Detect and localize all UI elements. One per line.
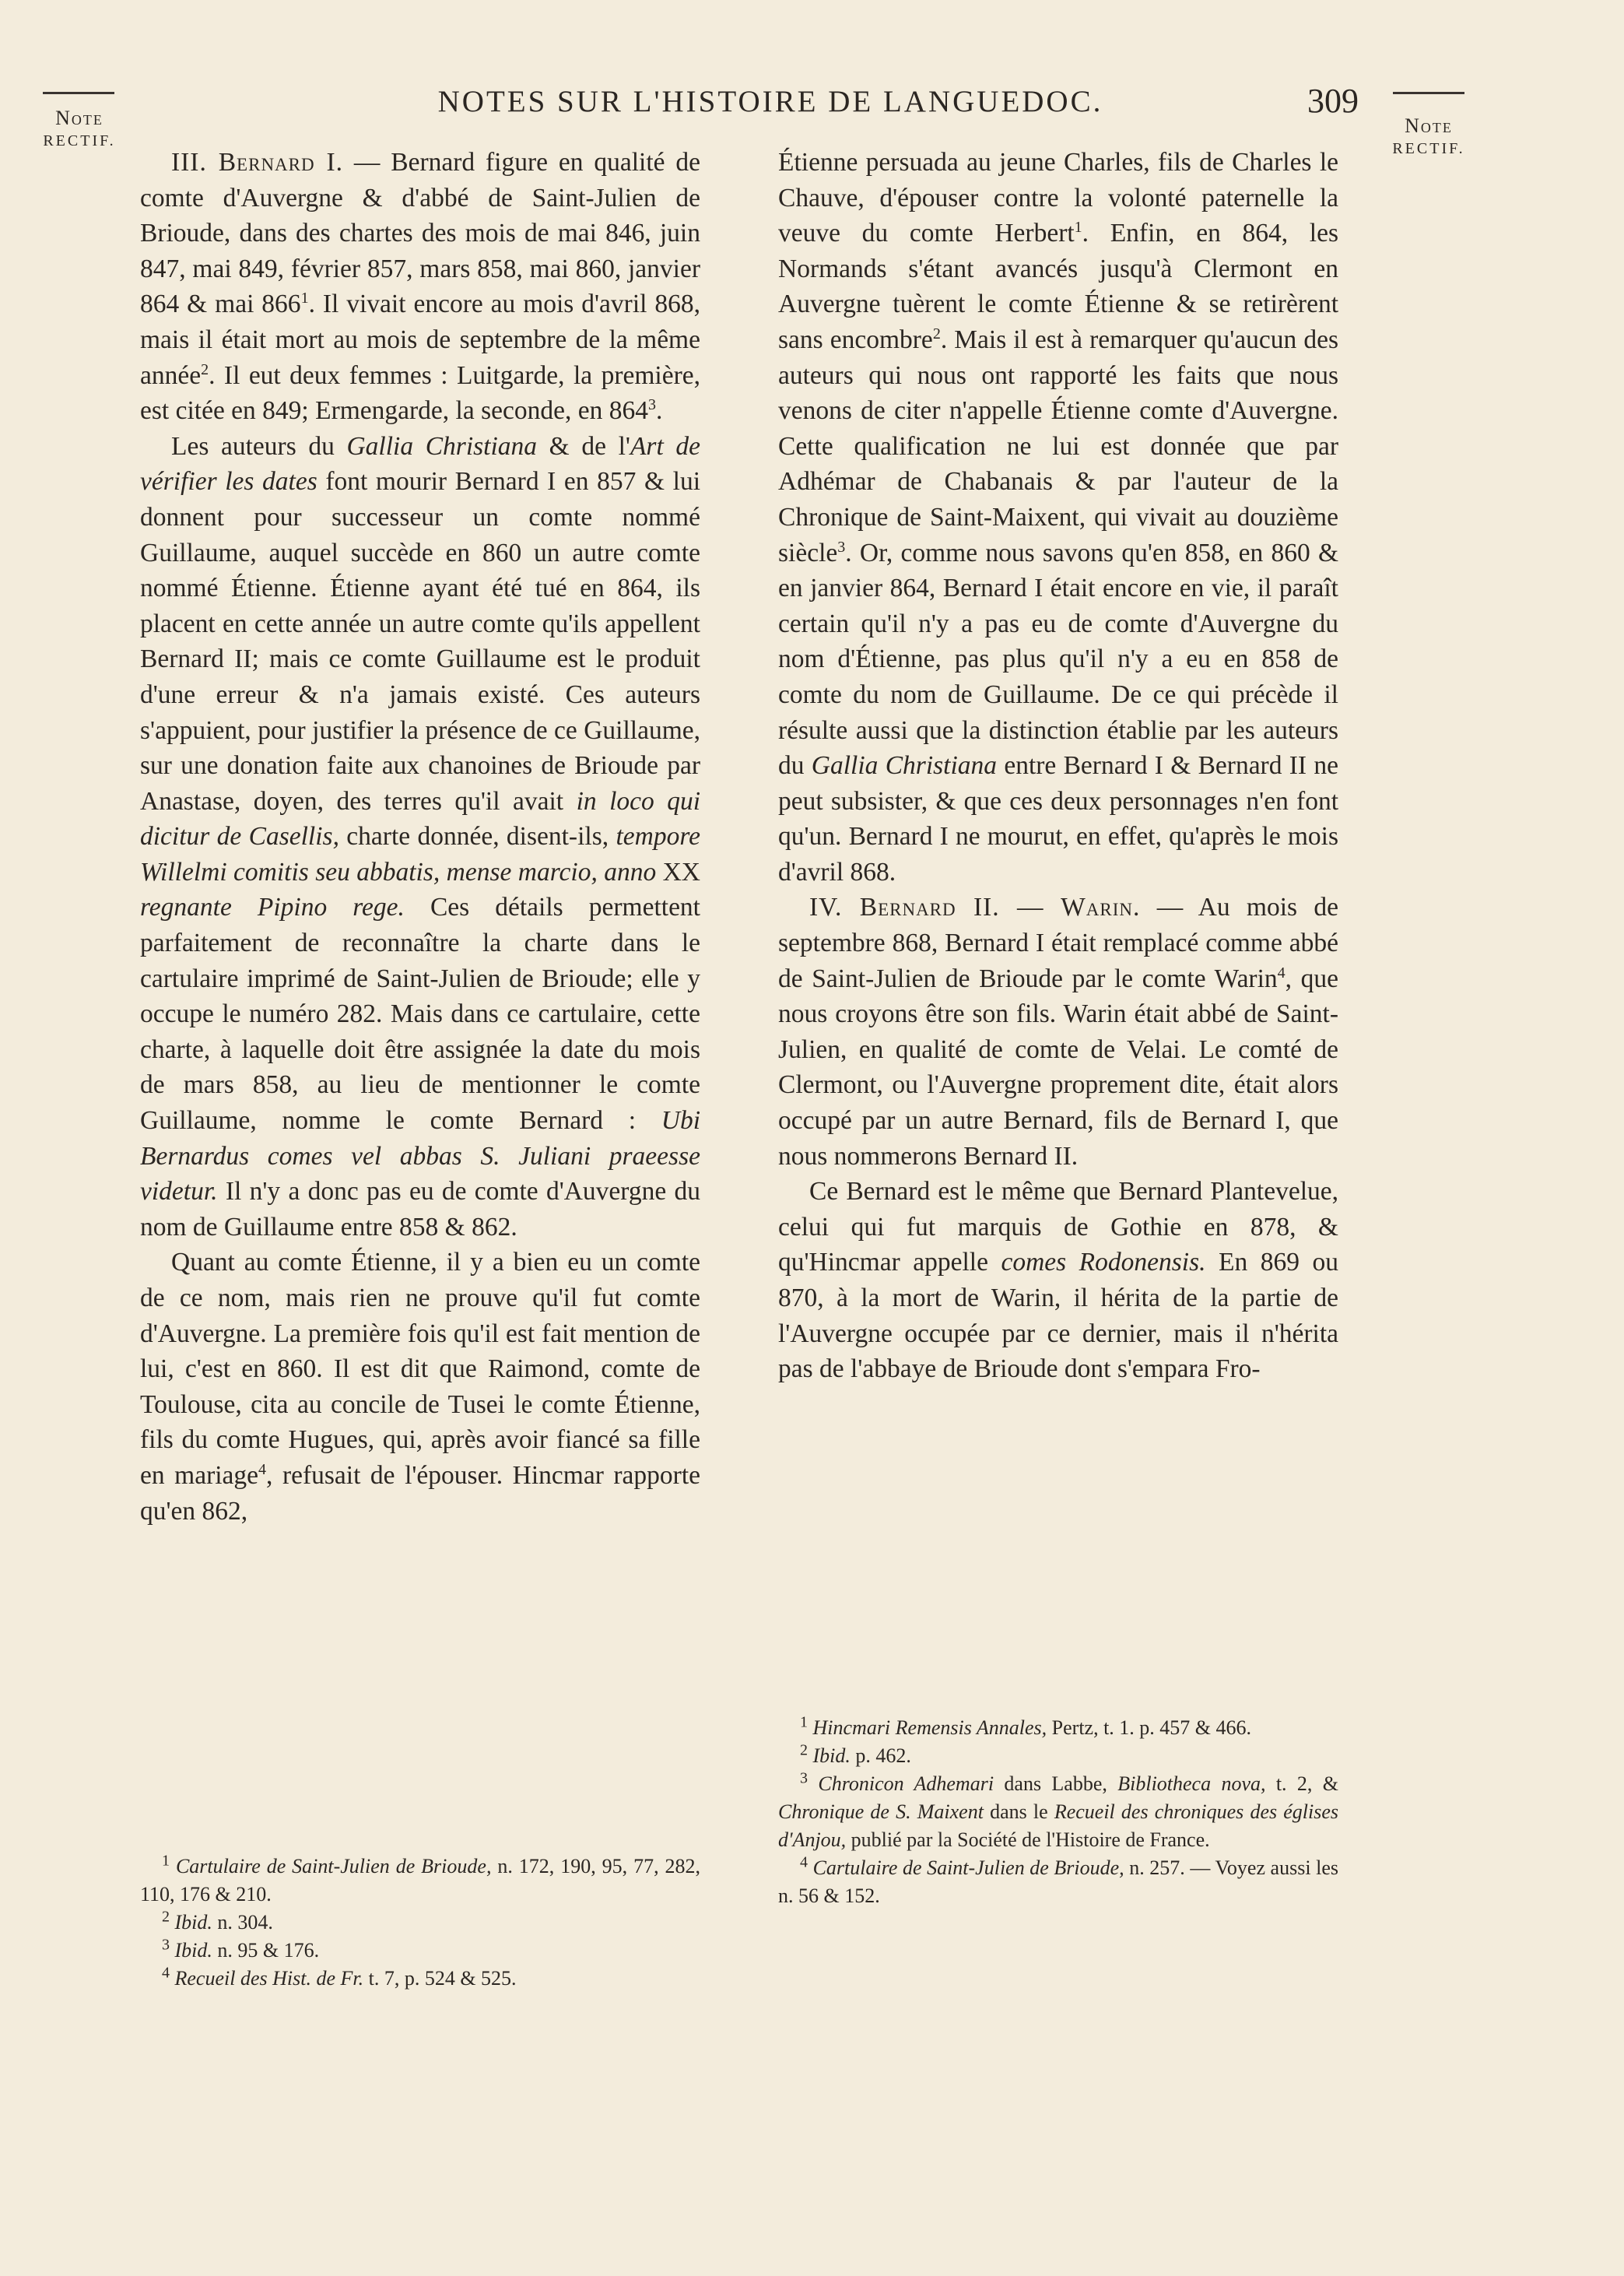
footnote-source: Ibid. (812, 1744, 851, 1767)
footnote-source: Recueil des Hist. de Fr. (174, 1967, 364, 1990)
latin-quote: tempore Willelmi comitis seu abbatis, mense marcio, anno (140, 822, 701, 887)
footnote-ref: 4 (1277, 964, 1286, 982)
footnote-text: Pertz, t. 1. p. 457 & 466. (1047, 1716, 1252, 1739)
body-text: . Il vivait encore au mois d'avril 868, mais il était mort au mois de septembre de la même année (140, 290, 700, 390)
italic-title: Gallia Christiana (346, 431, 538, 461)
right-margin-rule (1393, 92, 1464, 94)
body-text: & de l' (537, 431, 630, 461)
footnote-number: 3 (162, 1936, 170, 1954)
footnote-ref: 2 (201, 360, 209, 378)
footnote-number: 3 (800, 1769, 808, 1787)
footnote-number: 2 (800, 1741, 808, 1759)
body-text: En 869 ou 870, à la mort de Warin, il hérita de la partie de l'Auvergne occupée par ce dernier, mais il n'hérita pas de l'abbaye de Brioude dont s'empara Fro- (778, 1248, 1338, 1384)
body-text: . Il eut deux femmes : Luitgarde, la première, est citée en 849; Ermengarde, la seconde, en 864 (140, 360, 700, 426)
body-text: charte donnée, disent-ils, (338, 822, 616, 852)
body-text: , refusait de l'épouser. Hincmar rapporte qu'en 862, (140, 1460, 700, 1526)
footnote-item (140, 1937, 700, 1965)
footnote-ref: 1 (1074, 219, 1082, 237)
paragraph-bernard-i (140, 145, 700, 429)
left-footnotes (140, 1853, 700, 1993)
footnote-number: 4 (162, 1964, 170, 1982)
paragraph-comte-etienne (140, 1245, 700, 1529)
footnote-text: n. 172, 190, 95, 77, 282, 110, 176 & 210. (140, 1855, 701, 1905)
footnote-ref: 3 (648, 396, 656, 413)
footnote-item (140, 1853, 700, 1909)
footnote-number: 2 (162, 1908, 170, 1926)
footnote-text: publié par la Société de l'Histoire de France. (846, 1828, 1210, 1851)
body-text: , que nous croyons être son fils. Warin était abbé de Saint-Julien, en qualité de comte de Velai. Le comté de Clermont, ou l'Auvergne proprement dite, était alors occupé par un autre Bernard, fils de Bernard I, que nous nommerons Bernard II. (778, 964, 1339, 1171)
body-text: . Or, comme nous savons qu'en 858, en 860 & en janvier 864, Bernard I était encore en vie, il paraît certain qu'il n'y a pas eu de comte d'Auvergne du nom d'Étienne, pas plus qu'il n'y a eu en 858 de comte du nom de Guillaume. De ce qui précède il résulte aussi que la distinction établie par les auteurs du (778, 538, 1338, 781)
right-margin-note-line2: RECTIF. (1392, 139, 1465, 157)
body-text: Ces détails permettent parfaitement de reconnaître la charte dans le cartulaire imprimé de Saint-Julien de Brioude; elle y occupe le numéro 282. Mais dans ce cartulaire, cette charte, à laquelle doit être assignée la date du mois de mars 858, au lieu de mentionner le comte Guillaume, nomme le comte Bernard : (140, 893, 700, 1136)
footnote-source: Ibid. (174, 1939, 212, 1962)
italic-title: Art de vérifier les dates (140, 431, 700, 497)
paragraph-bernard-ii-warin (778, 890, 1338, 1174)
left-margin-rule (43, 92, 114, 94)
footnote-number: 4 (800, 1853, 808, 1871)
footnote-item (778, 1714, 1338, 1742)
latin-quote: comes Rodonensis. (1001, 1248, 1206, 1277)
latin-quote: in loco qui dicitur de Casellis, (140, 786, 701, 852)
page-number: 309 (1307, 82, 1359, 120)
left-margin-note-line1: Note (55, 107, 103, 129)
footnote-text: n. 304. (212, 1911, 273, 1934)
left-margin-note (39, 106, 120, 151)
section-heading-bernard-ii: IV. Bernard II. — Warin. (809, 893, 1141, 922)
footnote-source: Recueil des chroniques des églises d'Anjou, (778, 1800, 1339, 1851)
paragraph-bernard-plantevelue (778, 1174, 1338, 1387)
footnote-source: Chronique de S. Maixent (778, 1800, 984, 1823)
body-text: Étienne persuada au jeune Charles, fils de Charles le Chauve, d'épouser contre la volonté paternelle la veuve du comte Herbert (778, 148, 1338, 248)
footnote-item (778, 1854, 1338, 1910)
footnote-source: Cartulaire de Saint-Julien de Brioude, (175, 1855, 492, 1877)
right-margin-note (1388, 114, 1469, 159)
footnote-ref: 3 (837, 538, 846, 556)
footnote-item (778, 1742, 1338, 1770)
footnote-number: 1 (800, 1713, 808, 1731)
left-column (140, 145, 700, 1529)
footnote-text: dans le (983, 1800, 1054, 1823)
body-text: Les auteurs du (171, 431, 347, 461)
footnote-text: t. 2, & (1265, 1772, 1338, 1795)
footnote-source: Hincmari Remensis Annales, (812, 1716, 1047, 1739)
footnote-item (778, 1770, 1338, 1854)
latin-quote: Ubi Bernardus comes vel abbas S. Juliani praeesse videtur. (140, 1106, 700, 1206)
body-text: XX (656, 857, 700, 887)
footnote-ref: 4 (258, 1460, 267, 1478)
section-heading-bernard-i: III. Bernard I. (171, 148, 344, 177)
right-column (778, 145, 1338, 1387)
footnote-ref: 1 (300, 290, 309, 307)
footnote-source: Cartulaire de Saint-Julien de Brioude, (812, 1856, 1124, 1879)
body-text: — Au mois de septembre 868, Bernard I était remplacé comme abbé de Saint-Julien de Brioude par le comte Warin (778, 893, 1338, 993)
right-margin-note-line1: Note (1405, 114, 1453, 137)
body-text: Quant au comte Étienne, il y a bien eu un comte de ce nom, mais rien ne prouve qu'il fut comte d'Auvergne. La première fois qu'il est fait mention de lui, c'est en 860. Il est dit que Raimond, comte de Toulouse, cita au concile de Tusei le comte Étienne, fils du comte Hugues, qui, après avoir fiancé sa fille en mariage (140, 1248, 700, 1490)
footnote-item (140, 1965, 700, 1993)
running-head-title: NOTES SUR L'HISTOIRE DE LANGUEDOC. (437, 85, 1103, 118)
footnote-text: n. 95 & 176. (212, 1939, 320, 1962)
body-text: . Enfin, en 864, les Normands s'étant avancés jusqu'à Clermont en Auvergne tuèrent le comte Étienne & se retirèrent sans encombre (778, 219, 1339, 354)
paragraph-etienne-continued (778, 145, 1338, 890)
body-text: — Bernard figure en qualité de comte d'Auvergne & d'abbé de Saint-Julien de Brioude, dans des chartes des mois de mai 846, juin 847, mai 849, février 857, mars 858, mai 860, janvier 864 & mai 866 (140, 148, 700, 319)
paragraph-gallia-christiana (140, 429, 700, 1245)
body-text: Il n'y a donc pas eu de comte d'Auvergne du nom de Guillaume entre 858 & 862. (140, 1177, 700, 1242)
footnote-source: Ibid. (174, 1911, 212, 1934)
footnote-text: n. 257. — Voyez aussi les n. 56 & 152. (778, 1856, 1339, 1907)
body-text: . (656, 396, 663, 426)
left-margin-note-line2: RECTIF. (43, 132, 116, 149)
footnote-number: 1 (162, 1852, 170, 1870)
body-text: entre Bernard I & Bernard II ne peut subsister, & que ces deux personnages n'en font qu'un. Bernard I ne mourut, en effet, qu'après le mois d'avril 868. (778, 751, 1338, 887)
right-footnotes (778, 1714, 1338, 1910)
italic-title: Gallia Christiana (811, 751, 998, 781)
footnote-text: p. 462. (850, 1744, 911, 1767)
body-text: . Mais il est à remarquer qu'aucun des auteurs qui nous ont rapporté les faits que nous venons de citer n'appelle Étienne comte d'Auvergne. Cette qualification ne lui est donnée que par Adhémar de Chabanais & par l'auteur de la Chronique de Saint-Maixent, qui vivait au douzième siècle (778, 325, 1338, 567)
footnote-text: dans Labbe, (994, 1772, 1118, 1795)
footnote-ref: 2 (932, 325, 941, 342)
latin-quote: regnante Pipino rege. (140, 893, 405, 922)
body-text: font mourir Bernard I en 857 & lui donnent pour successeur un comte nommé Guillaume, auquel succède en 860 un autre comte nommé Étienne. Étienne ayant été tué en 864, ils placent en cette année un autre comte qu'ils appellent Bernard II; mais ce comte Guillaume est le produit d'une erreur & n'a jamais existé. Ces auteurs s'appuient, pour justifier la présence de ce Guillaume, sur une donation faite aux chanoines de Brioude par Anastase, doyen, des terres qu'il avait (140, 467, 701, 816)
footnote-source: Bibliotheca nova, (1117, 1772, 1266, 1795)
body-text: Ce Bernard est le même que Bernard Plantevelue, celui qui fut marquis de Gothie en 878, & qu'Hincmar appelle (778, 1177, 1338, 1277)
footnote-text: t. 7, p. 524 & 525. (363, 1967, 517, 1990)
footnote-source: Chronicon Adhemari (818, 1772, 994, 1795)
footnote-item (140, 1909, 700, 1937)
